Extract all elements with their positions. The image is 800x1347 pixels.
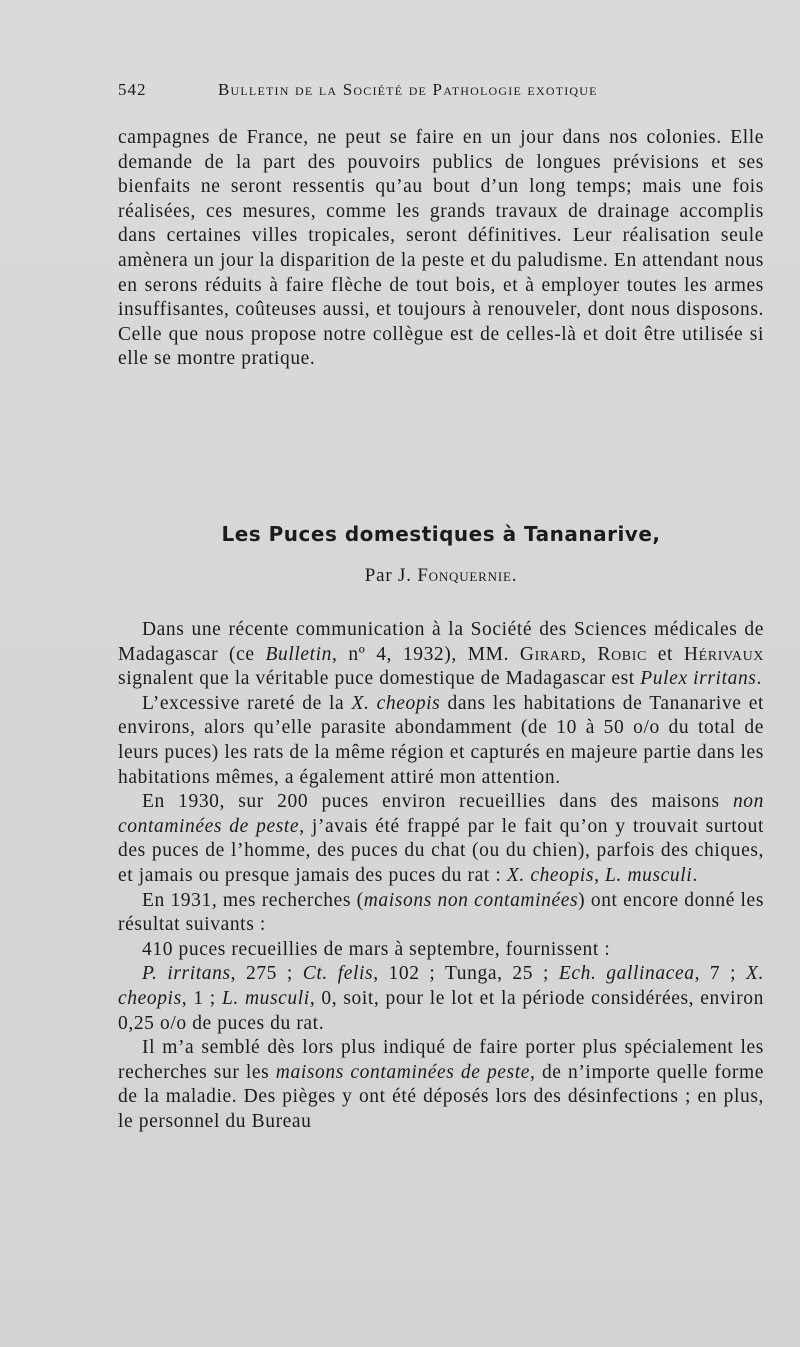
byline-prefix: Par J. [364,565,412,586]
paragraph-4: En 1931, mes recherches (maisons non contaminées) ont encore donné les résultat suivants : [118,889,765,936]
journal-title: Bulletin de la Société de Pathologie exotique [218,80,598,99]
article-title: Les Puces domestiques à Tananarive, [221,522,661,546]
paragraph-2: L’excessive rareté de la X. cheopis dans les habitations de Tananarive et environs, alors qu’elle parasite abondamment (de 10 à 50 o/o du total de leurs puces) les rats de la même région et capturés en majeure partie dans les habitations mêmes, a également attiré mon attention. [118,692,764,788]
paragraph-3: En 1930, sur 200 puces environ recueillies dans des maisons non contaminées de peste, j’avais été frappé par le fait qu’on y trouvait surtout des puces de l’homme, des puces du chat (ou du chien), parfois des chiques, et jamais ou presque jamais des puces du rat : X. cheopis, L. musculi. [118,791,764,886]
page-number: 542 [118,80,147,99]
paragraph-5: 410 puces recueillies de mars à septembre, fournissent : [142,938,611,960]
continuation-text [118,126,764,372]
byline [118,565,764,587]
article-body [118,618,764,1134]
continuation-paragraph: campagnes de France, ne peut se faire en un jour dans nos colonies. Elle demande de la part des pouvoirs publics de longues prévisions et ses bienfaits ne seront ressentis qu’au bout d’un long temps; mais une fois réalisées, ces mesures, comme les grands travaux de drainage accomplis dans certaines villes tropicales, seront définitives. Leur réalisation seule amènera un jour la disparition de la peste et du paludisme. En attendant nous en serons réduits à faire flèche de tout bois, et à employer toutes les armes insuffisantes, coûteuses aussi, et toujours à renouveler, dont nous disposons. Celle que nous propose notre collègue est de celles-là et doit être utilisée si elle se montre pratique. [118,127,764,370]
paragraph-1: Dans une récente communication à la Société des Sciences médicales de Madagascar (ce Bulletin, nº 4, 1932), MM. Girard, Robic et Hérivaux signalent que la véritable puce domestique de Madagascar est Pulex irritans. [118,619,764,690]
byline-author: Fonquernie. [417,565,518,586]
paragraph-7: Il m’a semblé dès lors plus indiqué de faire porter plus spécialement les recherches sur les maisons contaminées de peste, de n’importe quelle forme de la maladie. Des pièges y ont été déposés lors des désinfections ; en plus, le personnel du Bureau [118,1037,764,1132]
paragraph-6: P. irritans, 275 ; Ct. felis, 102 ; Tunga, 25 ; Ech. gallinacea, 7 ; X. cheopis, 1 ; L. musculi, 0, soit, pour le lot et la période considérées, environ 0,25 o/o de puces du rat. [118,963,764,1034]
